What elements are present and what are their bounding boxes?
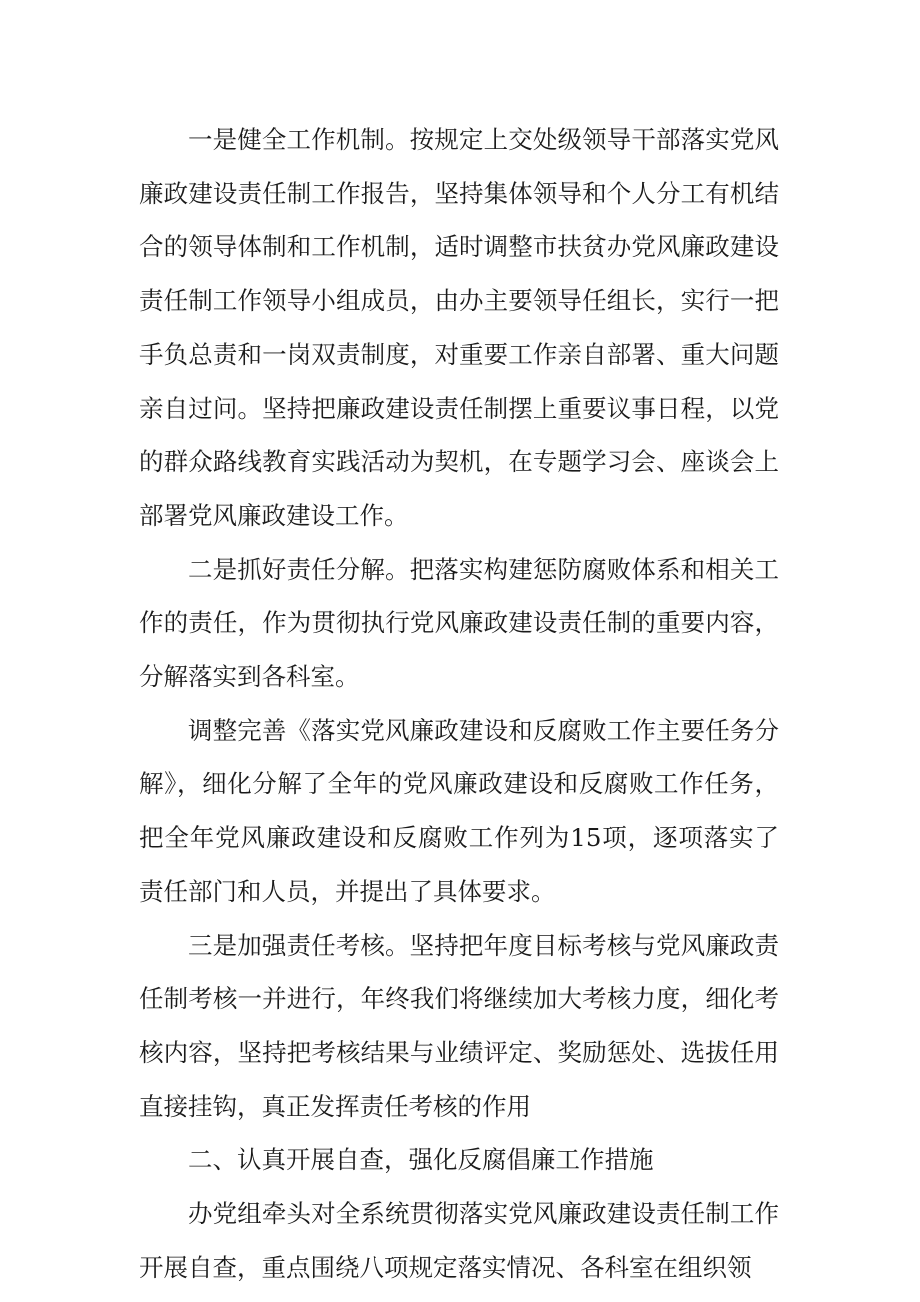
section-heading-self-inspection: 二、认真开展自查，强化反腐倡廉工作措施 — [188, 1145, 654, 1175]
paragraph-task-adjustment: 调整完善《落实党风廉政建设和反腐败工作主要任务分解》，细化分解了全年的党风廉政建设和反腐败工作任务，把全年党风廉政建设和反腐败工作列为15项，逐项落实了责任部门和人员，并提出了具体要求。 — [139, 715, 779, 906]
paragraph-self-inspection: 办党组牵头对全系统贯彻落实党风廉政建设责任制工作开展自查，重点围绕八项规定落实情况、各科室在组织领 — [139, 1199, 779, 1282]
paragraph-responsibility-breakdown: 二是抓好责任分解。把落实构建惩防腐败体系和相关工作的责任，作为贯彻执行党风廉政建设责任制的重要内容，分解落实到各科室。 — [139, 554, 779, 692]
document-body — [139, 113, 779, 1294]
paragraph-work-mechanism: 一是健全工作机制。按规定上交处级领导干部落实党风廉政建设责任制工作报告，坚持集体领导和个人分工有机结合的领导体制和工作机制，适时调整市扶贫办党风廉政建设责任制工作领导小组成员，由办主要领导任组长，实行一把手负总责和一岗双责制度，对重要工作亲自部署、重大问题亲自过问。坚持把廉政建设责任制摆上重要议事日程，以党的群众路线教育实践活动为契机，在专题学习会、座谈会上部署党风廉政建设工作。 — [139, 125, 779, 530]
paragraph-responsibility-assessment: 三是加强责任考核。坚持把年度目标考核与党风廉政责任制考核一并进行，年终我们将继续加大考核力度，细化考核内容，坚持把考核结果与业绩评定、奖励惩处、选拔任用直接挂钩，真正发挥责任考核的作用 — [139, 930, 779, 1121]
